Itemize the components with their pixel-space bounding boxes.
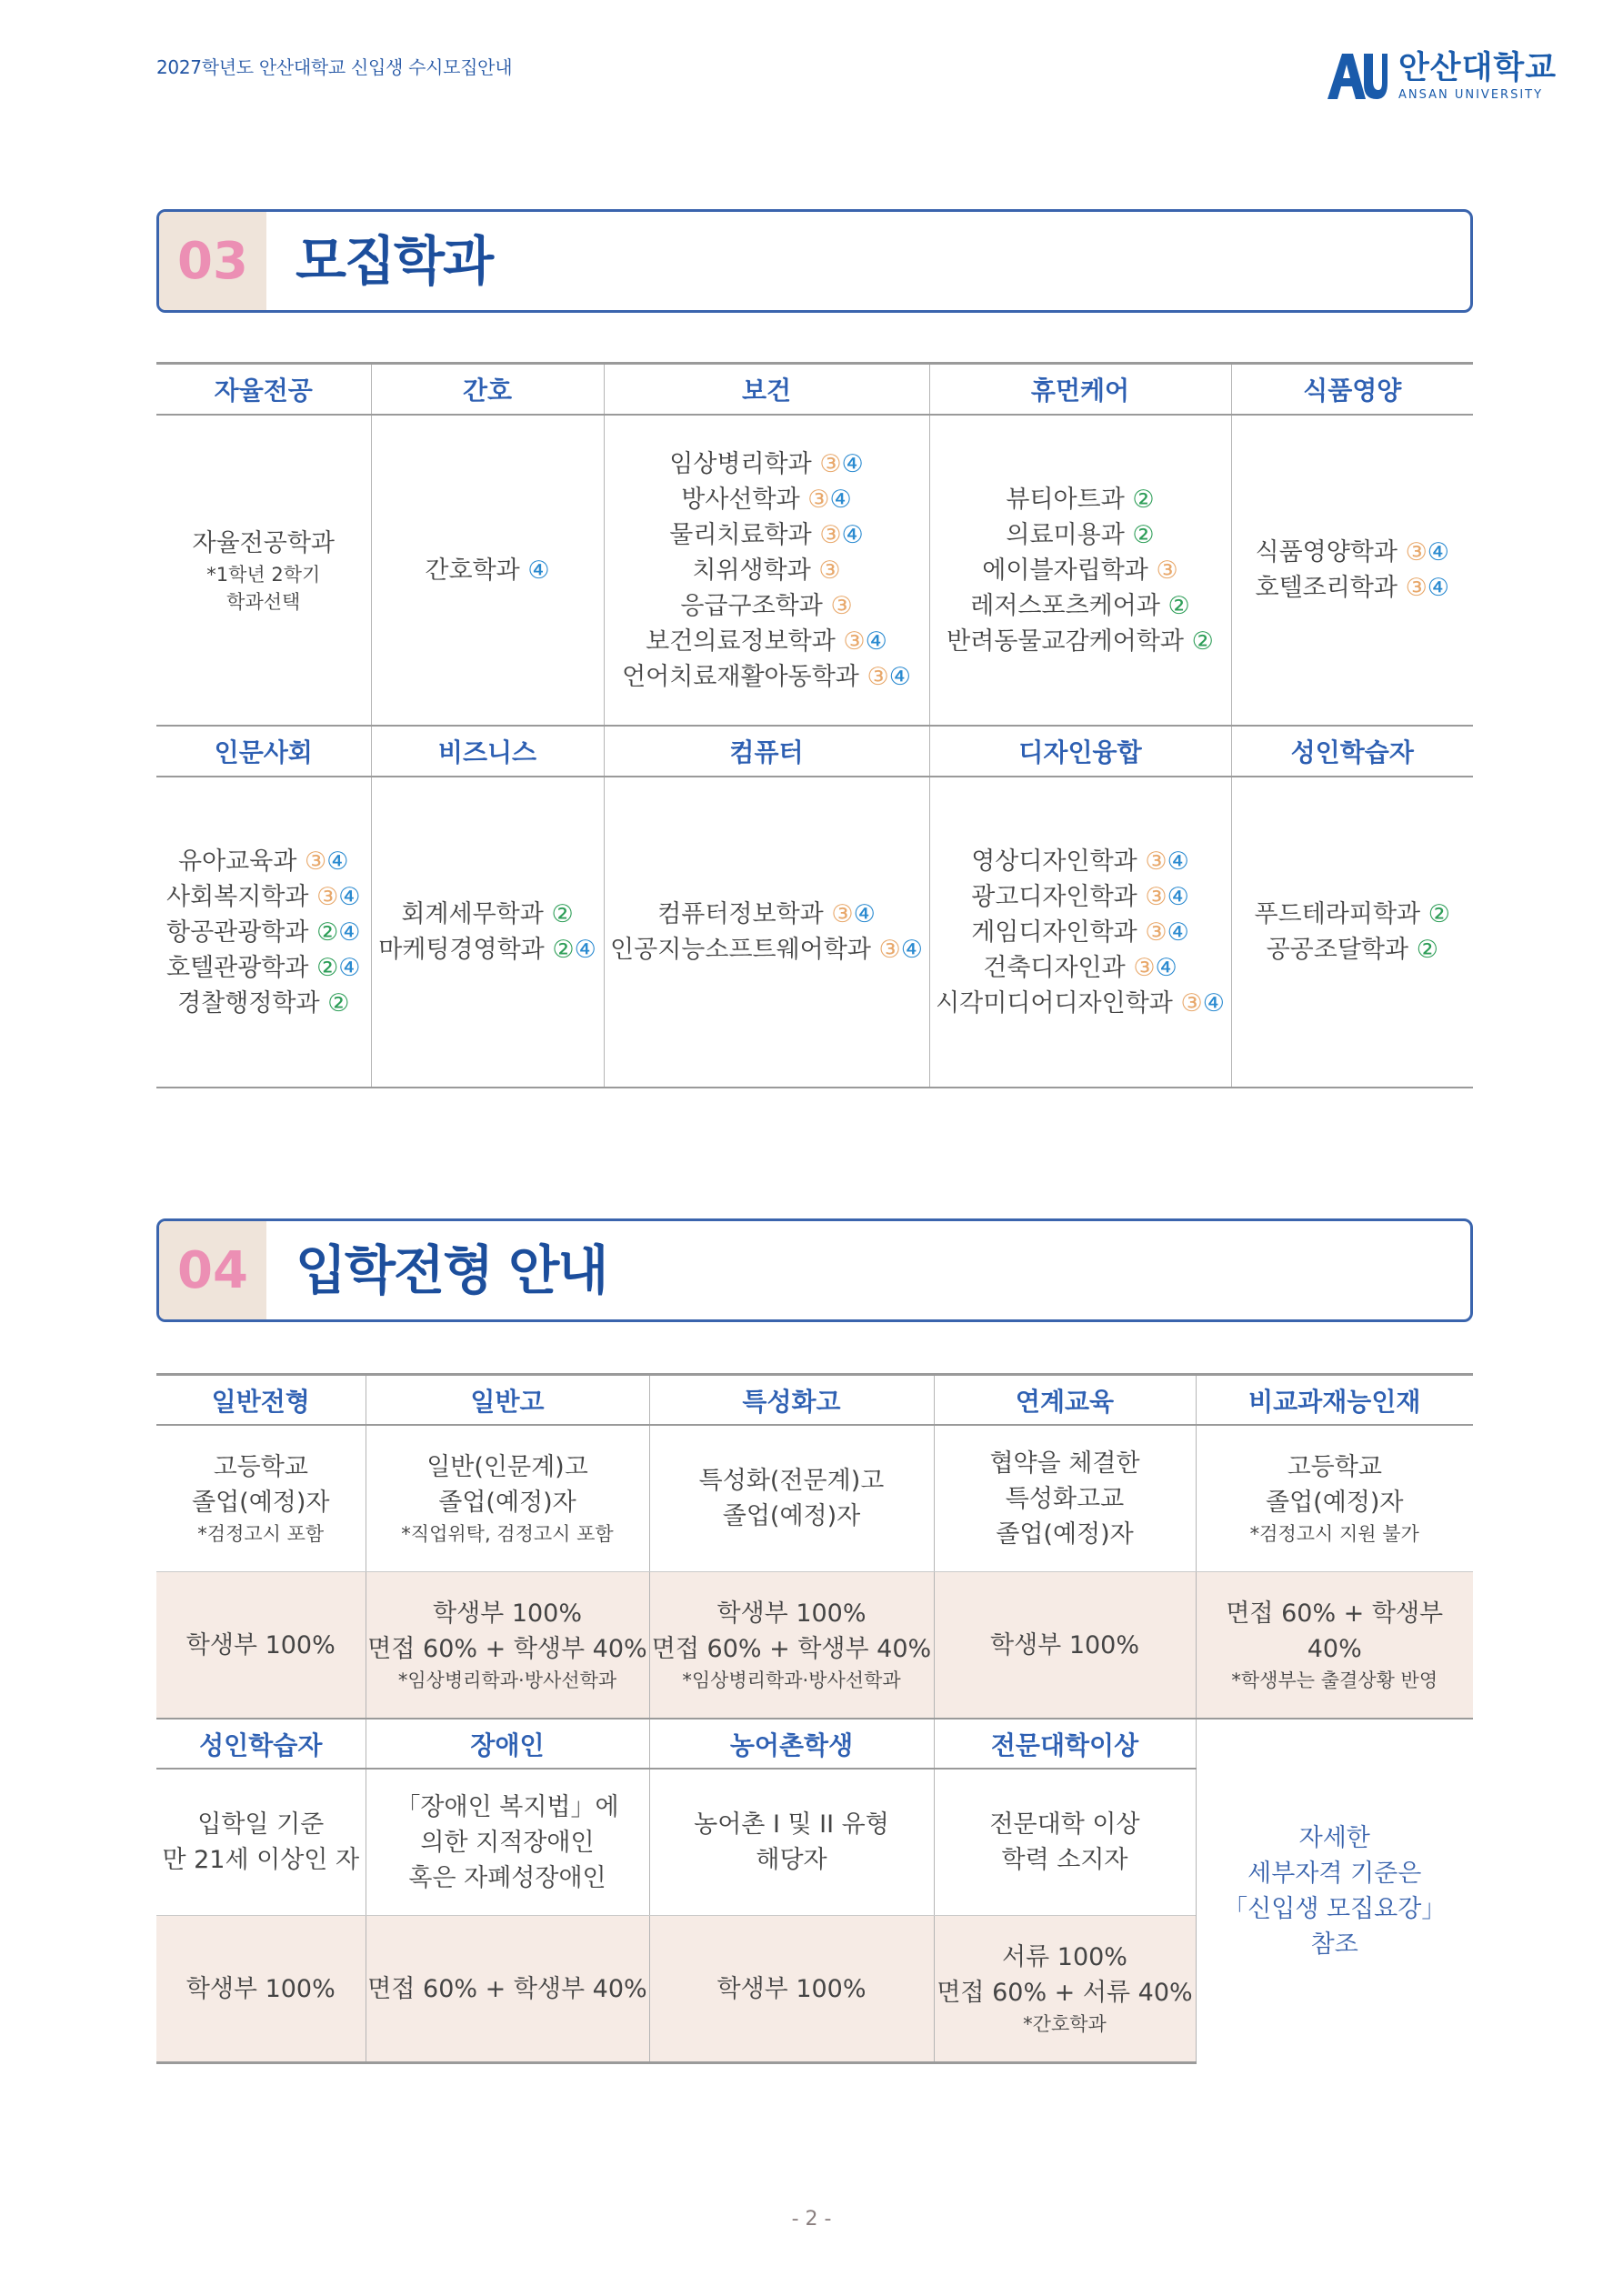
- year-mark: ④: [1167, 882, 1189, 911]
- group-departments-cell: [1231, 415, 1473, 726]
- department-name: 식품영양학과: [1255, 538, 1398, 566]
- department-name: 보건의료정보학과: [646, 627, 836, 656]
- eligibility-cell: [934, 1425, 1196, 1572]
- cell-line: 면접 60% + 서류 40%: [937, 1979, 1193, 2007]
- year-mark: ④: [1202, 988, 1225, 1018]
- evaluation-cell: [649, 1572, 934, 1719]
- year-mark: ③: [819, 520, 842, 549]
- eligibility-cell: [1196, 1425, 1473, 1572]
- admission-type-header: 일반전형: [156, 1375, 366, 1426]
- year-mark: ④: [1167, 917, 1189, 947]
- department-item: [605, 659, 929, 695]
- department-item: [605, 932, 929, 968]
- year-mark: ④: [338, 882, 361, 911]
- admission-type-header: 전문대학이상: [934, 1719, 1196, 1769]
- group-header: 간호: [371, 364, 604, 416]
- evaluation-cell: [1196, 1572, 1473, 1719]
- cell-line: 혹은 자폐성장애인: [408, 1863, 606, 1892]
- year-mark: ④: [1167, 847, 1189, 876]
- evaluation-cell: [649, 1916, 934, 2063]
- year-mark: ④: [841, 520, 864, 549]
- group-header: 컴퓨터: [604, 726, 929, 777]
- department-name: 경찰행정학과: [177, 988, 320, 1018]
- department-item: [605, 446, 929, 482]
- department-item: [372, 897, 604, 932]
- group-header: 성인학습자: [1231, 726, 1473, 777]
- cell-line: 학생부 100%: [989, 1630, 1140, 1659]
- year-mark: ④: [1427, 538, 1450, 566]
- department-name: 자율전공학과: [192, 528, 335, 557]
- year-mark: ④: [829, 485, 852, 514]
- group-header: 디자인융합: [929, 726, 1231, 777]
- department-name: 레저스포츠케어과: [970, 591, 1160, 620]
- eligibility-cell: [156, 1769, 366, 1916]
- department-item: [930, 553, 1231, 588]
- cell-line: 졸업(예정)자: [1266, 1489, 1404, 1517]
- year-mark: ③: [1156, 556, 1178, 585]
- year-mark: ③: [831, 900, 854, 928]
- department-name: 치위생학과: [692, 556, 811, 585]
- eligibility-cell: [649, 1425, 934, 1572]
- group-header: 인문사회: [156, 726, 371, 777]
- year-mark: ④: [1155, 953, 1177, 982]
- section-number: 04: [159, 1221, 266, 1319]
- year-mark: ④: [841, 449, 864, 478]
- cell-line: 일반(인문계)고: [426, 1453, 588, 1481]
- department-name: 회계세무학과: [401, 900, 544, 928]
- year-mark: ③: [819, 449, 842, 478]
- department-item: [930, 844, 1231, 879]
- cell-line: 의한 지적장애인: [420, 1828, 595, 1857]
- department-name: 공공조달학과: [1266, 936, 1409, 964]
- department-name: 마케팅경영학과: [378, 936, 545, 964]
- department-name: 언어치료재활아동학과: [622, 662, 859, 691]
- department-name: 간호학과: [425, 556, 520, 585]
- department-name: 뷰티아트과: [1006, 485, 1125, 514]
- department-item: [156, 986, 371, 1021]
- year-mark: ②: [1191, 627, 1214, 656]
- year-mark: ④: [574, 936, 596, 964]
- department-item: [156, 844, 371, 879]
- department-item: [930, 517, 1231, 553]
- department-name: 호텔조리학과: [1255, 574, 1398, 602]
- note-line: 「신입생 모집요강」: [1223, 1894, 1447, 1923]
- cell-line: 서류 100%: [1002, 1943, 1127, 1971]
- cell-line: 면접 60% + 학생부 40%: [367, 1635, 647, 1663]
- department-note: *1학년 2학기: [206, 563, 321, 586]
- group-header: 보건: [604, 364, 929, 416]
- au-logo-icon: [1326, 50, 1388, 101]
- year-mark: ③: [1405, 538, 1428, 566]
- year-mark: ②: [551, 900, 574, 928]
- section-title: 입학전형 안내: [296, 1239, 607, 1301]
- year-mark: ②: [552, 936, 575, 964]
- department-item: [930, 915, 1231, 950]
- year-mark: ④: [853, 900, 876, 928]
- year-mark: ③: [1405, 574, 1428, 602]
- admission-type-header: 성인학습자: [156, 1719, 366, 1769]
- year-mark: ④: [326, 847, 349, 876]
- department-name: 푸드테라피학과: [1254, 900, 1421, 928]
- department-name: 임상병리학과: [669, 449, 812, 478]
- department-item: [1232, 570, 1474, 606]
- evaluation-cell: [934, 1572, 1196, 1719]
- cell-line: 고등학교: [213, 1453, 308, 1481]
- department-item: [372, 553, 604, 588]
- group-departments-cell: [371, 415, 604, 726]
- year-mark: ②: [1416, 936, 1438, 964]
- year-mark: ②: [1132, 485, 1155, 514]
- cell-line: 특성화(전문계)고: [698, 1467, 885, 1495]
- university-logo: [1326, 50, 1557, 102]
- cell-line: 졸업(예정)자: [996, 1519, 1134, 1549]
- evaluation-cell: [366, 1916, 649, 2063]
- department-name: 컴퓨터정보학과: [657, 900, 824, 928]
- year-mark: ③: [1145, 847, 1167, 876]
- admission-type-header: 일반고: [366, 1375, 649, 1426]
- year-mark: ④: [1427, 574, 1450, 602]
- evaluation-cell: [156, 1916, 366, 2063]
- evaluation-cell: [156, 1572, 366, 1719]
- evaluation-cell: [934, 1916, 1196, 2063]
- year-mark: ②: [316, 953, 339, 982]
- cell-note: *학생부는 출결상황 반영: [1231, 1669, 1438, 1691]
- department-item: [930, 482, 1231, 517]
- department-item: [930, 879, 1231, 915]
- group-header: 휴먼케어: [929, 364, 1231, 416]
- department-item: [1232, 897, 1474, 932]
- cell-note: *임상병리학과·방사선학과: [397, 1669, 617, 1691]
- department-item: [605, 624, 929, 659]
- group-departments-cell: [156, 777, 371, 1088]
- admission-type-header: 비교과재능인재: [1196, 1375, 1473, 1426]
- department-name: 유아교육과: [178, 847, 297, 876]
- cell-line: 협약을 체결한: [989, 1449, 1140, 1478]
- cell-line: 학생부 100%: [716, 1599, 867, 1628]
- department-item: [930, 624, 1231, 659]
- department-item: [156, 526, 371, 561]
- group-header: 식품영양: [1231, 364, 1473, 416]
- evaluation-cell: [366, 1572, 649, 1719]
- cell-line: 면접 60% + 학생부 40%: [1226, 1599, 1444, 1663]
- cell-line: 졸업(예정)자: [438, 1489, 576, 1517]
- year-mark: ②: [1428, 900, 1450, 928]
- section-header-04: [156, 1218, 1473, 1322]
- year-mark: ④: [338, 917, 361, 947]
- cell-note: *검정고시 지원 불가: [1249, 1523, 1419, 1545]
- cell-note: *간호학과: [1023, 2013, 1107, 2035]
- logo-english-name: ANSAN UNIVERSITY: [1398, 88, 1544, 102]
- year-mark: ②: [327, 988, 350, 1018]
- department-item: [930, 588, 1231, 624]
- group-departments-cell: [1231, 777, 1473, 1088]
- department-item: [372, 932, 604, 968]
- cell-line: 전문대학 이상: [989, 1810, 1140, 1839]
- year-mark: ③: [818, 556, 841, 585]
- cell-line: 면접 60% + 학생부 40%: [651, 1635, 932, 1663]
- year-mark: ③: [1145, 882, 1167, 911]
- year-mark: ④: [888, 662, 911, 691]
- note-line: 참조: [1310, 1930, 1358, 1959]
- year-mark: ③: [1180, 988, 1203, 1018]
- department-name: 반려동물교감케어학과: [947, 627, 1184, 656]
- department-name: 에이블자립학과: [982, 556, 1148, 585]
- group-departments-cell: [929, 415, 1231, 726]
- eligibility-cell: [649, 1769, 934, 1916]
- department-item: [1232, 932, 1474, 968]
- group-departments-cell: [156, 415, 371, 726]
- cell-line: 만 21세 이상인 자: [162, 1846, 360, 1874]
- department-name: 사회복지학과: [165, 882, 309, 911]
- cell-line: 학생부 100%: [185, 1630, 336, 1659]
- cell-note: *임상병리학과·방사선학과: [682, 1669, 901, 1691]
- department-item: [156, 879, 371, 915]
- year-mark: ②: [1132, 520, 1155, 549]
- admission-type-header: 장애인: [366, 1719, 649, 1769]
- department-item: [156, 950, 371, 986]
- department-name: 광고디자인학과: [971, 882, 1137, 911]
- year-mark: ④: [338, 953, 361, 982]
- year-mark: ③: [830, 591, 853, 620]
- group-departments-cell: [929, 777, 1231, 1088]
- group-header: 자율전공: [156, 364, 371, 416]
- cell-note: *직업위탁, 검정고시 포함: [401, 1523, 614, 1545]
- note-line: 자세한: [1298, 1823, 1370, 1852]
- admission-types-table: [156, 1373, 1473, 2064]
- year-mark: ③: [305, 847, 327, 876]
- department-item: [1232, 535, 1474, 570]
- year-mark: ③: [1133, 953, 1156, 982]
- department-name: 방사선학과: [681, 485, 800, 514]
- department-item: [605, 517, 929, 553]
- eligibility-cell: [366, 1769, 649, 1916]
- department-note: 학과선택: [226, 590, 301, 613]
- department-name: 의료미용과: [1006, 520, 1125, 549]
- cell-line: 학생부 100%: [716, 1974, 867, 2003]
- year-mark: ③: [1145, 917, 1167, 947]
- cell-line: 해당자: [756, 1846, 827, 1874]
- year-mark: ④: [527, 556, 550, 585]
- department-name: 물리치료학과: [669, 520, 812, 549]
- cell-line: 「장애인 복지법」에: [396, 1792, 619, 1821]
- department-name: 영상디자인학과: [971, 847, 1137, 876]
- department-item: [605, 482, 929, 517]
- cell-line: 특성화고교: [1005, 1484, 1125, 1513]
- department-item: [930, 950, 1231, 986]
- group-departments-cell: [371, 777, 604, 1088]
- cell-line: 졸업(예정)자: [722, 1502, 861, 1530]
- eligibility-cell: [156, 1425, 366, 1572]
- year-mark: ②: [316, 917, 339, 947]
- section-number: 03: [159, 212, 266, 310]
- cell-line: 학생부 100%: [432, 1599, 583, 1628]
- department-name: 항공관광학과: [165, 917, 309, 947]
- year-mark: ③: [843, 627, 866, 656]
- admission-type-header: 농어촌학생: [649, 1719, 934, 1769]
- department-name: 인공지능소프트웨어학과: [610, 936, 871, 964]
- cell-line: 고등학교: [1287, 1453, 1382, 1481]
- page-number: - 2 -: [791, 2208, 832, 2231]
- section-title: 모집학과: [296, 230, 493, 292]
- department-name: 호텔관광학과: [165, 953, 309, 982]
- department-item: [605, 553, 929, 588]
- cell-line: 학생부 100%: [185, 1974, 336, 2003]
- group-departments-cell: [604, 777, 929, 1088]
- department-item: [605, 897, 929, 932]
- cell-line: 입학일 기준: [197, 1810, 325, 1839]
- group-header: 비즈니스: [371, 726, 604, 777]
- eligibility-cell: [934, 1769, 1196, 1916]
- year-mark: ④: [865, 627, 887, 656]
- department-item: [930, 986, 1231, 1021]
- department-name: 게임디자인학과: [971, 917, 1137, 947]
- admission-type-header: 연계교육: [934, 1375, 1196, 1426]
- cell-line: 학력 소지자: [1001, 1846, 1128, 1874]
- department-item: [605, 588, 929, 624]
- year-mark: ③: [878, 936, 901, 964]
- eligibility-cell: [366, 1425, 649, 1572]
- department-item: [156, 915, 371, 950]
- group-departments-cell: [604, 415, 929, 726]
- department-name: 시각미디어디자인학과: [936, 988, 1173, 1018]
- department-name: 응급구조학과: [680, 591, 823, 620]
- document-header-title: 2027학년도 안산대학교 신입생 수시모집안내: [156, 56, 513, 78]
- cell-line: 면접 60% + 학생부 40%: [367, 1974, 647, 2003]
- admission-type-header: 특성화고: [649, 1375, 934, 1426]
- year-mark: ③: [867, 662, 889, 691]
- year-mark: ③: [807, 485, 830, 514]
- departments-table: [156, 362, 1473, 1088]
- year-mark: ③: [316, 882, 339, 911]
- cell-line: 농어촌 I 및 II 유형: [694, 1810, 889, 1839]
- year-mark: ④: [900, 936, 923, 964]
- cell-line: 졸업(예정)자: [192, 1489, 330, 1517]
- department-name: 건축디자인과: [983, 953, 1126, 982]
- note-line: 세부자격 기준은: [1247, 1859, 1422, 1888]
- cell-note: *검정고시 포함: [197, 1523, 325, 1545]
- section-header-03: [156, 209, 1473, 313]
- year-mark: ②: [1167, 591, 1190, 620]
- detailed-criteria-note: [1196, 1719, 1473, 2063]
- logo-korean-name: 안산대학교: [1398, 50, 1558, 86]
